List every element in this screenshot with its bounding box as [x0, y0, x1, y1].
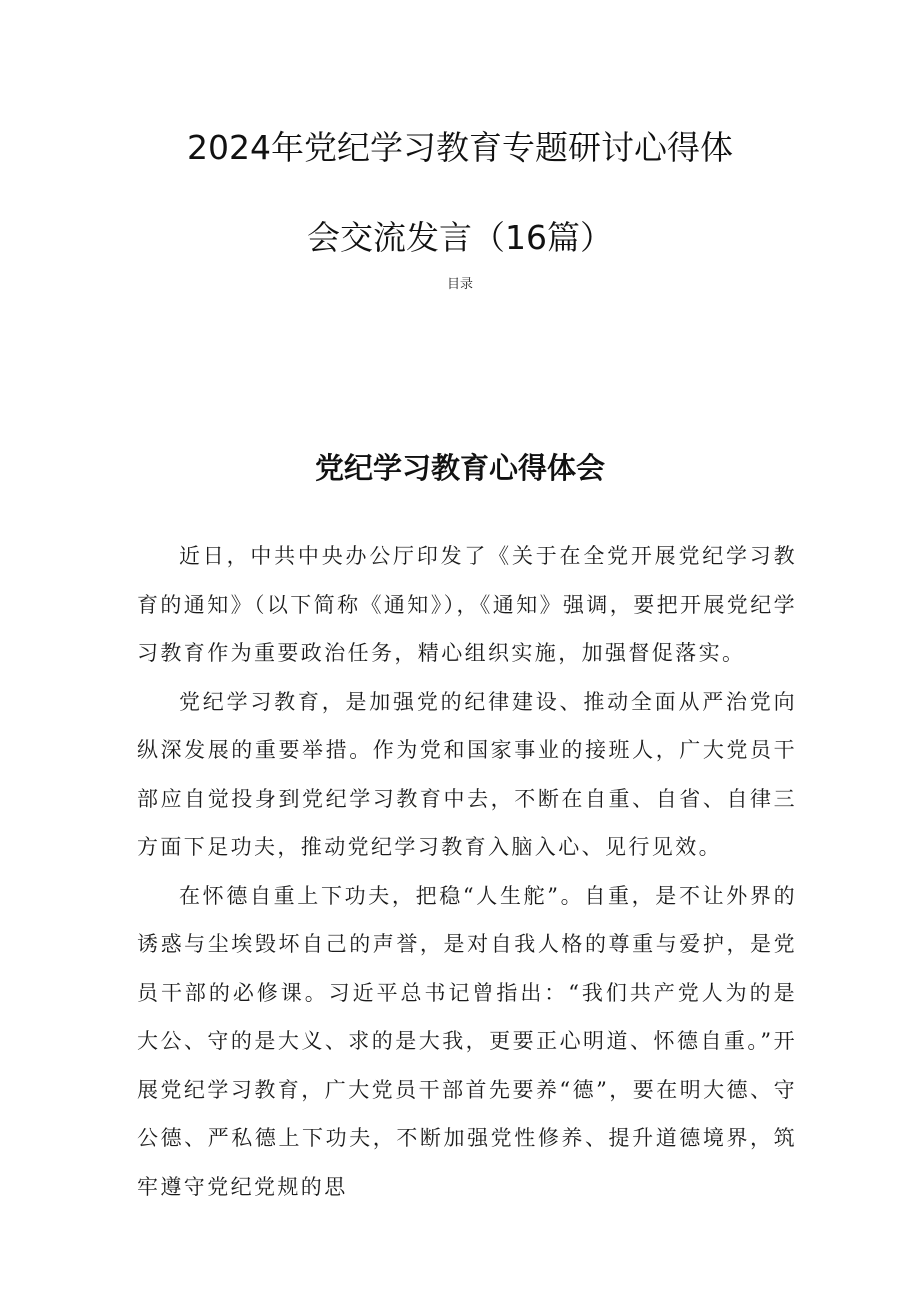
document-title-line-1: 2024年党纪学习教育专题研讨心得体	[187, 128, 733, 167]
paragraph: 在怀德自重上下功夫，把稳“人生舵”。自重，是不让外界的诱惑与尘埃毁坏自己的声誉，是对自我人格的尊重与爱护，是党员干部的必修课。习近平总书记曾指出：“我们共产党人为的是大公、守的是大义、求的是大我，更要正心明道、怀德自重。”开展党纪学习教育，广大党员干部首先要养“德”，要在明大德、守公德、严私德上下功夫，不断加强党性修养、提升道德境界，筑牢遵守党纪党规的思	[137, 883, 797, 1199]
body-text	[137, 532, 797, 1211]
paragraph: 党纪学习教育，是加强党的纪律建设、推动全面从严治党向纵深发展的重要举措。作为党和国家事业的接班人，广大党员干部应自觉投身到党纪学习教育中去，不断在自重、自省、自律三方面下足功夫，推动党纪学习教育入脑入心、见行见效。	[137, 689, 797, 859]
section-title: 党纪学习教育心得体会	[314, 451, 605, 485]
table-of-contents-label: 目录	[446, 277, 473, 292]
paragraph: 近日，中共中央办公厅印发了《关于在全党开展党纪学习教育的通知》（以下简称《通知》），《通知》强调，要把开展党纪学习教育作为重要政治任务，精心组织实施，加强督促落实。	[137, 544, 797, 665]
document-title-line-2: 会交流发言（16篇）	[307, 218, 613, 257]
